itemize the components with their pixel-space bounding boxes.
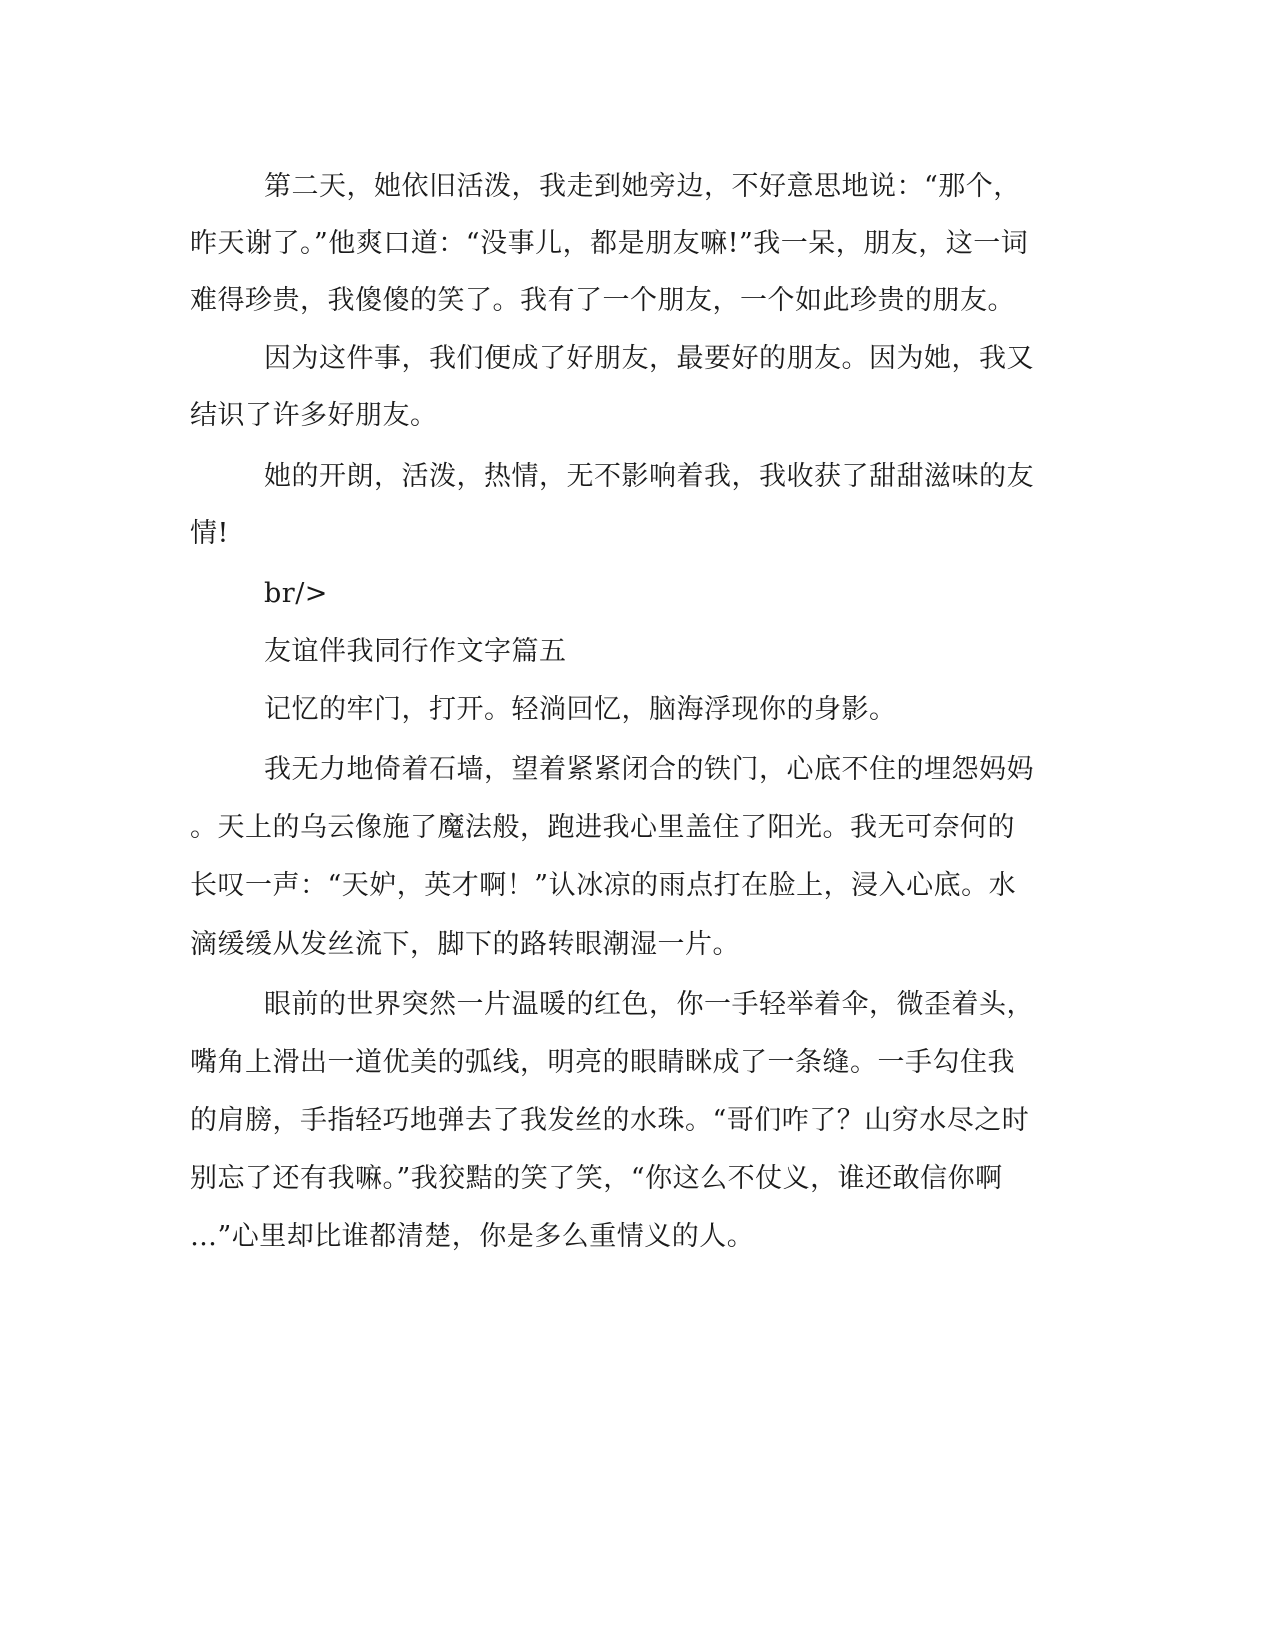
text-line: 滴缓缓从发丝流下，脚下的路转眼潮湿一片。 (190, 929, 740, 960)
text-line: br/> (264, 578, 328, 609)
text-line: 她的开朗，活泼，热情，无不影响着我，我收获了甜甜滋味的友 (264, 461, 1034, 492)
text-line: 别忘了还有我嘛。”我狡黠的笑了笑，“你这么不仗义，谁还敢信你啊 (190, 1163, 1003, 1194)
text-line: 。天上的乌云像施了魔法般，跑进我心里盖住了阳光。我无可奈何的 (190, 812, 1015, 843)
text-line: 难得珍贵，我傻傻的笑了。我有了一个朋友，一个如此珍贵的朋友。 (190, 285, 1015, 316)
section-heading: 友谊伴我同行作文字篇五 (264, 636, 567, 667)
text-line: 第二天，她依旧活泼，我走到她旁边，不好意思地说：“那个， (264, 171, 1021, 202)
text-line: 嘴角上滑出一道优美的弧线，明亮的眼睛眯成了一条缝。一手勾住我 (190, 1047, 1015, 1078)
text-line: 结识了许多好朋友。 (190, 400, 438, 431)
text-line: 记忆的牢门，打开。轻淌回忆，脑海浮现你的身影。 (264, 694, 897, 725)
text-line: 长叹一声：“天妒，英才啊！”认冰凉的雨点打在脸上，浸入心底。水 (190, 870, 1017, 901)
text-line: 昨天谢了。”他爽口道：“没事儿，都是朋友嘛!”我一呆，朋友，这一词 (190, 228, 1029, 259)
text-line: 的肩膀，手指轻巧地弹去了我发丝的水珠。“哥们咋了？山穷水尽之时 (190, 1105, 1030, 1136)
text-line: …”心里却比谁都清楚，你是多么重情义的人。 (190, 1221, 755, 1252)
text-line: 因为这件事，我们便成了好朋友，最要好的朋友。因为她，我又 (264, 343, 1034, 374)
text-line: 眼前的世界突然一片温暖的红色，你一手轻举着伞，微歪着头， (264, 989, 1034, 1020)
text-line: 我无力地倚着石墙，望着紧紧闭合的铁门，心底不住的埋怨妈妈 (264, 754, 1034, 785)
text-line: 情! (190, 518, 229, 549)
